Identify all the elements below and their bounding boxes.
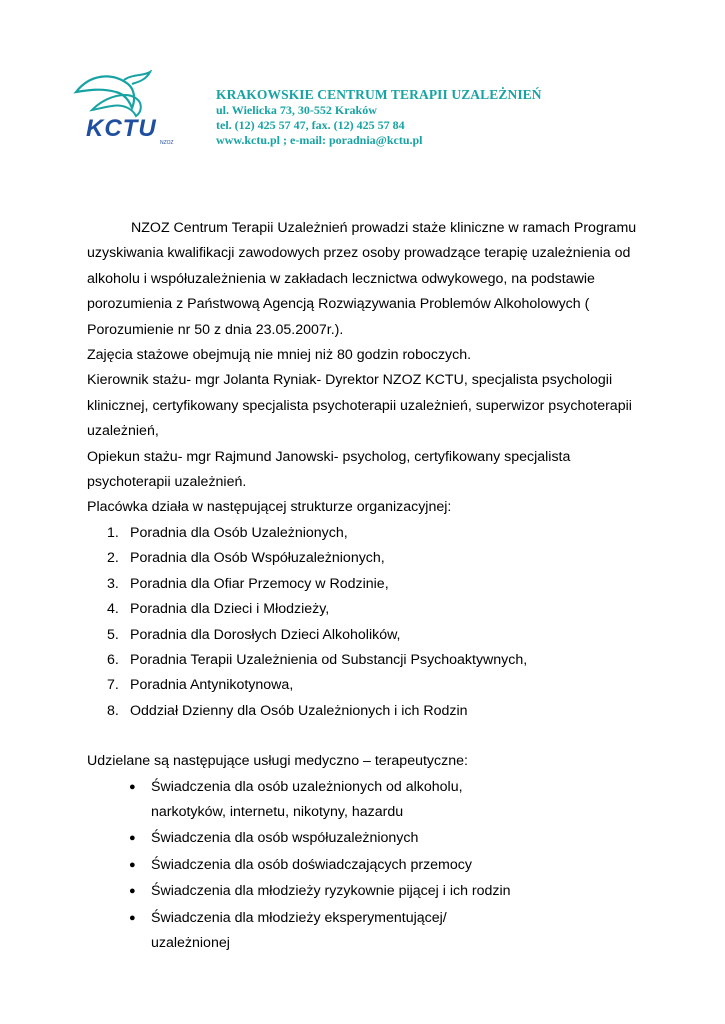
kctu-logo: [72, 70, 182, 146]
web-email: www.kctu.pl ; e-mail: poradnia@kctu.pl: [216, 133, 423, 147]
list-item: 4. Poradnia dla Dzieci i Młodzieży,: [107, 601, 330, 618]
list-item: 7. Poradnia Antynikotynowa,: [107, 677, 294, 694]
services-intro: Udzielane są następujące usługi medyczno – terapeutyczne:: [87, 753, 468, 770]
list-item: 6. Poradnia Terapii Uzależnienia od Substancji Psychoaktywnych,: [107, 651, 528, 668]
bullet-icon: ●: [129, 911, 136, 924]
list-item: 1. Poradnia dla Osób Uzależnionych,: [107, 524, 348, 541]
list-item: 3. Poradnia dla Ofiar Przemocy w Rodzinie,: [107, 575, 389, 592]
list-item: ● Świadczenia dla osób współuzależnionych: [87, 826, 521, 851]
bullet-icon: ●: [129, 780, 136, 793]
manager-paragraph: Kierownik stażu- mgr Jolanta Ryniak- Dyrektor NZOZ KCTU, specjalista psychologii klinicznej, certyfikowany specjalista psychoterapii uzależnień, superwizor psychoterapii uzależnień,: [87, 372, 632, 440]
logo-subtext: NZOZ: [160, 140, 174, 146]
address: ul. Wielicka 73, 30-552 Kraków: [216, 103, 377, 117]
logo-text: KCTU: [86, 115, 157, 142]
hours-paragraph: Zajęcia stażowe obejmują nie mniej niż 80 godzin roboczych.: [87, 347, 472, 364]
document-body: [87, 216, 647, 957]
list-item: ● Świadczenia dla młodzieży eksperymentującej/ uzależnionej: [87, 906, 521, 957]
letterhead: [216, 86, 542, 148]
bullet-icon: ●: [129, 885, 136, 898]
logo-bird-swoosh: [76, 76, 134, 108]
services-list: [87, 775, 647, 957]
intro-paragraph: NZOZ Centrum Terapii Uzależnień prowadzi staże kliniczne w ramach Programu uzyskiwania kwalifikacji zawodowych przez osoby prowadzące terapię uzależnienia od alkoholu i współuzależnienia w zakładach lecznictwa odwykowego, na podstawie porozumienia z Państwową Agencją Rozwiązywania Problemów Alkoholowych ( Porozumienie nr 50 z dnia 23.05.2007r.).: [87, 220, 637, 338]
list-item: ● Świadczenia dla młodzieży ryzykownie pijącej i ich rodzin: [87, 879, 521, 904]
spacer: [87, 724, 647, 749]
list-item: 8. Oddział Dzienny dla Osób Uzależnionych i ich Rodzin: [107, 702, 468, 719]
supervisor-paragraph: Opiekun stażu- mgr Rajmund Janowski- psycholog, certyfikowany specjalista psychoterapii uzależnień.: [87, 448, 571, 491]
list-item: ● Świadczenia dla osób doświadczających przemocy: [87, 853, 521, 878]
list-item: 5. Poradnia dla Dorosłych Dzieci Alkoholików,: [107, 626, 401, 643]
phone-fax: tel. (12) 425 57 47, fax. (12) 425 57 84: [216, 118, 405, 132]
bullet-icon: ●: [129, 858, 136, 871]
organization-name: KRAKOWSKIE CENTRUM TERAPII UZALEŻNIEŃ: [216, 87, 542, 102]
list-item: 2. Poradnia dla Osób Współuzależnionych,: [107, 550, 385, 567]
logo-bird-head: [124, 72, 150, 84]
list-item: ● Świadczenia dla osób uzależnionych od alkoholu, narkotyków, internetu, nikotyny, hazardu: [87, 775, 521, 826]
structure-list: [87, 521, 647, 724]
bullet-icon: ●: [129, 832, 136, 845]
structure-intro: Placówka działa w następującej strukturze organizacyjnej:: [87, 499, 452, 516]
